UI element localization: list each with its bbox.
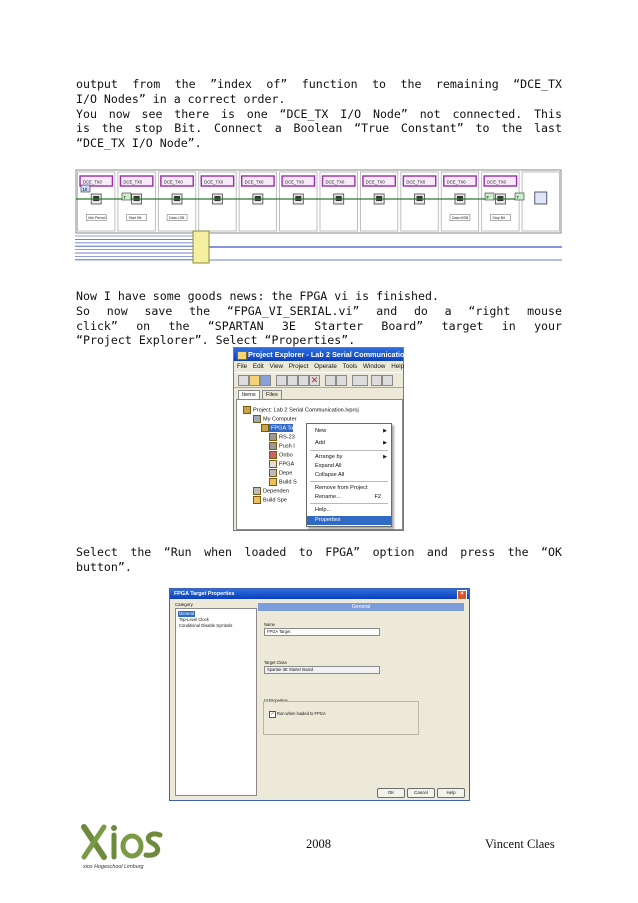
sequence-frame: [522, 172, 559, 231]
tree-item-my-computer[interactable]: My Computer: [253, 415, 297, 423]
sequence-frame: [197, 172, 237, 231]
tab-files[interactable]: Files: [262, 390, 282, 400]
settings-icon[interactable]: [325, 375, 336, 386]
bit-label: Idle Period: [88, 216, 106, 220]
text-line: Select the “Run when loaded to FPGA” option and press the “OK: [76, 545, 562, 559]
project-explorer-window: [233, 347, 423, 531]
open-folder-icon[interactable]: [249, 375, 260, 386]
delete-icon[interactable]: ✕: [310, 375, 319, 385]
text-line: button”.: [76, 559, 132, 574]
project-icon: [243, 406, 251, 414]
bit-label: Stop Bit: [492, 216, 505, 220]
node-label: DCE_TX0: [285, 179, 304, 185]
name-label: Name: [264, 622, 275, 627]
target-class-field: Spartan-3E Starter Board: [264, 666, 380, 674]
paragraph-2: [76, 289, 562, 348]
dce-tx-io-node: [282, 176, 314, 186]
menu-separator: [310, 481, 388, 482]
tree-item-project[interactable]: Project: Lab 2 Serial Communication.lvproj: [243, 406, 359, 414]
dce-tx-io-node: [444, 176, 476, 186]
category-label: Category: [175, 602, 193, 607]
sequence-frame: [480, 172, 520, 231]
menu-view[interactable]: View: [269, 363, 284, 370]
copy-icon[interactable]: [287, 375, 298, 386]
menu-help[interactable]: Help: [391, 363, 405, 370]
node-label: DCE_TX0: [163, 179, 183, 185]
menu-file[interactable]: File: [237, 363, 248, 370]
constant: [485, 193, 494, 200]
dialog-title: FPGA Target Properties: [174, 591, 235, 597]
filter-icon[interactable]: [371, 375, 382, 386]
text-line: output from the ”index of” function to the remaining “DCE_TX: [76, 77, 562, 91]
clock-icon: [269, 451, 277, 459]
paragraph-1: [76, 77, 562, 151]
build-spec-icon: [253, 496, 261, 504]
text-line: “DCE_TX I/O Node”.: [76, 136, 202, 151]
category-general[interactable]: General: [179, 611, 194, 616]
cancel-button[interactable]: Cancel: [407, 788, 435, 798]
menu-item-new[interactable]: New ▶: [315, 428, 387, 434]
chevron-right-icon: ▶: [383, 440, 387, 446]
menu-item-add[interactable]: Add ▶: [315, 440, 387, 446]
run-when-loaded-label: Run when loaded to FPGA: [277, 711, 326, 716]
paragraph-3: [76, 545, 562, 575]
ok-button[interactable]: OK: [377, 788, 405, 798]
menu-item-remove[interactable]: Remove from Project: [315, 485, 368, 491]
tree-item-onboard[interactable]: Onbo: [269, 451, 293, 459]
node-label: DCE_TX0: [406, 179, 426, 185]
vi-properties-label: VI Properties: [264, 698, 288, 703]
text-line: I/O Nodes” in a correct order.: [76, 91, 286, 106]
dce-tx-io-node: [201, 176, 233, 186]
node-label: DCE_TX0: [365, 179, 385, 185]
menu-item-properties[interactable]: Properties: [307, 516, 391, 525]
constant: [81, 185, 90, 192]
sequence-frame: [319, 172, 359, 231]
sequence-frame: [116, 172, 156, 231]
xios-logo: [80, 823, 172, 871]
menu-item-arrange-by[interactable]: Arrange by ▶: [315, 454, 387, 460]
window-title: Project Explorer - Lab 2 Serial Communication.lv...: [248, 350, 423, 359]
node-label: DCE_TX0: [244, 179, 264, 185]
node-label: DCE_TX0: [446, 179, 466, 185]
text-line: is the stop Bit. Connect a Boolean “True Constant” to the last: [76, 121, 562, 136]
tree-item-dependencies[interactable]: Depe: [269, 469, 292, 477]
menu-edit[interactable]: Edit: [252, 363, 264, 370]
node-label: DCE_TX0: [325, 179, 345, 185]
folder-icon: [269, 442, 277, 450]
toolbar: [234, 372, 403, 388]
close-icon[interactable]: ×: [457, 590, 467, 600]
target-class-label: Target Class: [264, 660, 287, 665]
text-line: You now see there is one “DCE_TX I/O Node” not connected. This: [76, 106, 562, 121]
deploy-icon[interactable]: [382, 375, 393, 386]
menu-tools[interactable]: Tools: [342, 363, 358, 370]
new-icon[interactable]: [238, 375, 249, 386]
dce-tx-io-node: [242, 176, 274, 186]
dependencies-icon: [253, 487, 261, 495]
sequence-frame: [440, 172, 480, 231]
sequence-frame: [157, 172, 197, 231]
node-label: DCE_TX0: [204, 179, 224, 185]
tree-item-rs232[interactable]: RS-23: [269, 433, 295, 441]
stop-node-icon: [535, 192, 547, 204]
fpga-target-properties-dialog: [169, 588, 470, 801]
context-menu: [306, 423, 392, 527]
tree-item-dependencies-root[interactable]: Dependen: [253, 487, 289, 495]
fpga-target-icon: [261, 424, 269, 432]
dependencies-icon: [269, 469, 277, 477]
bit-label: Start Bit: [128, 216, 142, 220]
dce-tx-io-node: [363, 176, 395, 186]
category-conditional-disable-symbols[interactable]: Conditional Disable Symbols: [179, 623, 233, 628]
menu-item-collapse-all[interactable]: Collapse All: [315, 472, 345, 478]
chevron-right-icon: ▶: [383, 454, 387, 460]
text-line: “Project Explorer”. Select “Properties”.: [76, 333, 356, 348]
tree-item-fpga-target[interactable]: FPGA Ta: [261, 424, 293, 432]
constant: [122, 193, 131, 200]
chevron-right-icon: ▶: [383, 428, 387, 434]
dce-tx-io-node: [403, 176, 435, 186]
text-line: click” on the “SPARTAN 3E Starter Board” target in your: [76, 318, 562, 333]
footer-year: 2008: [306, 837, 331, 851]
sequence-frame: [278, 172, 318, 231]
sequence-frame: [359, 172, 399, 231]
bit-label: Data MSB: [451, 216, 469, 220]
vi-icon: [269, 460, 277, 468]
footer-author: Vincent Claes: [485, 837, 555, 851]
dce-tx-io-node: [484, 176, 516, 186]
computer-icon: [253, 415, 261, 423]
tree-item-build-specs-root[interactable]: Build Spe: [253, 496, 287, 504]
tree-item-fpga-vi[interactable]: FPGA: [269, 460, 294, 468]
cut-icon[interactable]: [276, 375, 287, 386]
menu-window[interactable]: Window: [363, 363, 386, 370]
text-line: So now save the “FPGA_VI_SERIAL.vi” and do a “right mouse: [76, 303, 562, 318]
menu-item-rename[interactable]: Rename... F2: [315, 494, 381, 500]
menu-bar: [234, 361, 403, 372]
dce-tx-io-node: [161, 176, 193, 186]
labview-block-diagram: [75, 168, 562, 268]
section-header: General: [258, 603, 464, 611]
folder-icon: [269, 433, 277, 441]
sequence-frame: [76, 172, 116, 231]
node-label: DCE_TX0: [487, 179, 507, 185]
category-list: [175, 608, 257, 796]
build-icon[interactable]: [336, 375, 347, 386]
svg-text:T: T: [516, 194, 520, 200]
constant: [515, 193, 524, 200]
svg-text:10: 10: [82, 186, 88, 192]
tab-items[interactable]: Items: [238, 390, 260, 400]
menu-operate[interactable]: Operate: [314, 363, 337, 370]
menu-item-help[interactable]: Help...: [315, 507, 332, 513]
menu-project[interactable]: Project: [288, 363, 309, 370]
menu-separator: [310, 503, 388, 504]
name-field[interactable]: FPGA Target: [264, 628, 380, 636]
text-line: Now I have some goods news: the FPGA vi is finished.: [76, 289, 439, 303]
build-spec-icon: [269, 478, 277, 486]
bit-label: Data LSB: [169, 216, 185, 220]
dialog-titlebar: [170, 589, 469, 599]
tree-item-build[interactable]: Build S: [269, 478, 297, 486]
category-top-level-clock[interactable]: Top-Level Clock: [179, 617, 209, 622]
paste-icon[interactable]: [298, 375, 309, 386]
menu-separator: [310, 450, 388, 451]
menu-item-expand-all[interactable]: Expand All: [315, 463, 342, 469]
logo-text: xios Hogeschool Limburg: [83, 864, 144, 870]
svg-text:T: T: [123, 194, 127, 200]
project-explorer-titlebar: [234, 348, 423, 361]
build-array-block: [193, 231, 209, 263]
dce-tx-io-node: [120, 176, 152, 186]
save-icon[interactable]: [260, 375, 271, 386]
dce-tx-io-node: [80, 176, 112, 186]
node-label: DCE_TX0: [83, 179, 102, 185]
node-label: DCE_TX0: [123, 179, 143, 185]
tree-item-push[interactable]: Push I: [269, 442, 295, 450]
svg-text:F: F: [486, 194, 490, 200]
sequence-frame: [238, 172, 278, 231]
dce-tx-io-node: [323, 176, 355, 186]
run-when-loaded-checkbox[interactable]: ✓: [270, 711, 275, 717]
help-button[interactable]: Help: [437, 788, 465, 798]
sequence-frame: [399, 172, 439, 231]
view-options-icon[interactable]: [352, 375, 368, 386]
rename-shortcut: F2: [374, 494, 381, 500]
project-icon: [237, 351, 247, 360]
vi-properties-group: [263, 701, 419, 735]
